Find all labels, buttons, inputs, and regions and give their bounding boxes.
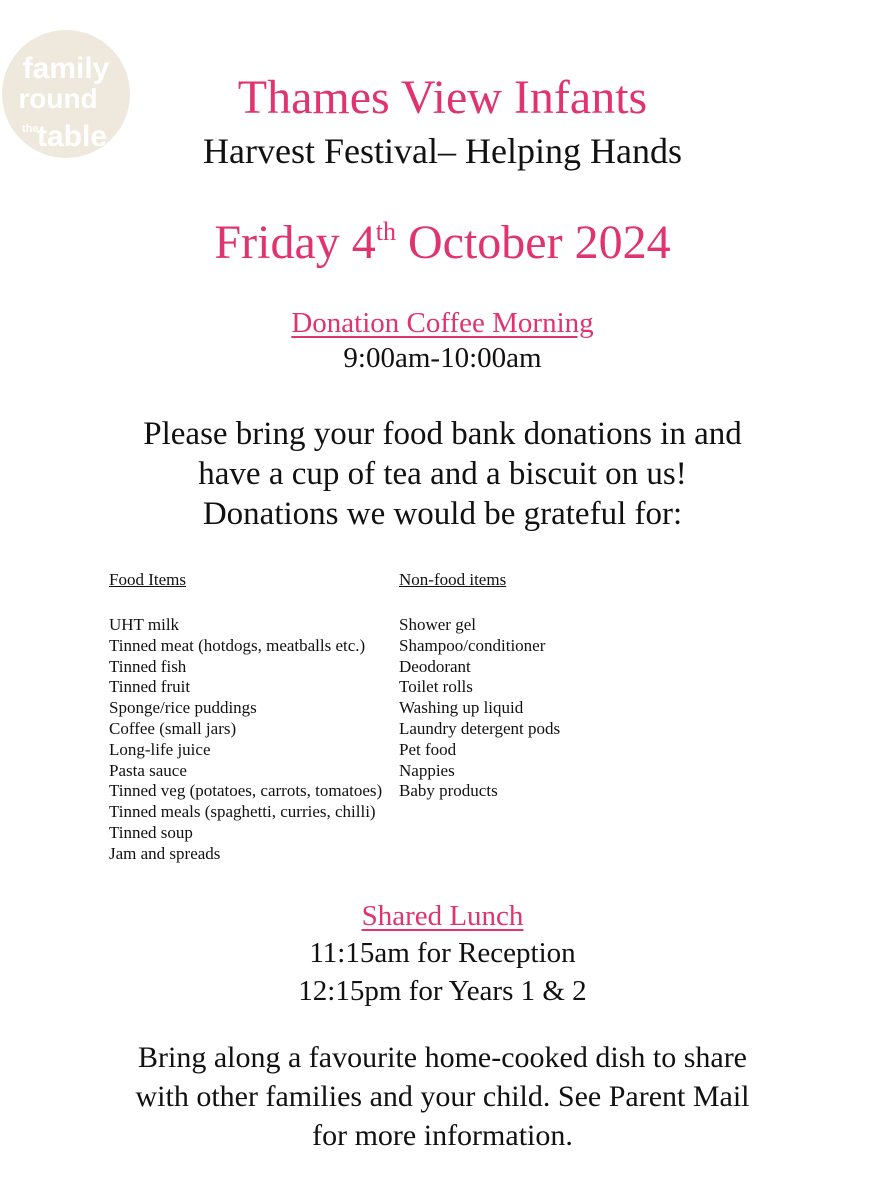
event-subtitle: Harvest Festival– Helping Hands: [203, 131, 682, 171]
list-item: Tinned soup: [109, 822, 193, 842]
list-item: Tinned meals (spaghetti, curries, chilli): [109, 802, 376, 822]
school-title: Thames View Infants: [237, 71, 648, 124]
description-line: Bring along a favourite home-cooked dish to share: [138, 1041, 747, 1074]
list-item: UHT milk: [109, 615, 180, 634]
logo-word-table: table: [36, 120, 108, 153]
list-item: Tinned fruit: [109, 677, 191, 697]
list-item: Baby products: [399, 781, 498, 801]
shared-lunch-description: [0, 1038, 885, 1155]
list-item: Shower gel: [399, 615, 476, 634]
coffee-morning-description: [0, 414, 885, 534]
list-item: Tinned veg (potatoes, carrots, tomatoes): [109, 781, 383, 801]
description-line: with other families and your child. See Parent Mail: [135, 1080, 750, 1113]
list-item: Pet food: [399, 739, 457, 759]
description-line: have a cup of tea and a biscuit on us!: [198, 456, 687, 492]
list-item: Coffee (small jars): [109, 718, 237, 738]
list-item: Washing up liquid: [399, 698, 524, 718]
list-item: Pasta sauce: [109, 760, 187, 780]
list-item: Long-life juice: [109, 739, 211, 759]
description-line: Please bring your food bank donations in and: [143, 416, 742, 452]
lunch-time-years: 12:15pm for Years 1 & 2: [298, 975, 587, 1007]
shared-lunch-heading: Shared Lunch: [361, 900, 524, 932]
nonfood-items-heading: Non-food items: [399, 570, 507, 589]
shared-lunch-times: [0, 934, 885, 1010]
logo-word-family: family: [22, 52, 110, 85]
list-item: Jam and spreads: [109, 843, 221, 863]
list-item: Nappies: [399, 760, 455, 780]
description-line: for more information.: [312, 1119, 573, 1152]
list-item: Tinned fish: [109, 656, 187, 676]
event-date: [0, 213, 885, 273]
list-item: Deodorant: [399, 656, 471, 676]
list-item: Tinned meat (hotdogs, meatballs etc.): [109, 635, 366, 655]
list-item: Toilet rolls: [399, 677, 473, 697]
date-suffix: th: [375, 217, 396, 246]
date-rest: October 2024: [395, 216, 671, 269]
list-item: Shampoo/conditioner: [399, 635, 546, 655]
coffee-morning-time: 9:00am-10:00am: [343, 342, 542, 374]
logo-word-the: the: [22, 123, 39, 135]
coffee-morning-heading: Donation Coffee Morning: [291, 307, 594, 339]
food-items-list: [109, 615, 382, 865]
list-item: Laundry detergent pods: [399, 718, 561, 738]
food-items-heading: Food Items: [109, 570, 186, 589]
description-line: Donations we would be grateful for:: [202, 496, 683, 532]
nonfood-items-list: [399, 615, 560, 802]
date-day: Friday 4: [214, 216, 376, 269]
lunch-time-reception: 11:15am for Reception: [309, 937, 576, 969]
list-item: Sponge/rice puddings: [109, 698, 257, 718]
logo-word-round: round: [18, 83, 98, 114]
